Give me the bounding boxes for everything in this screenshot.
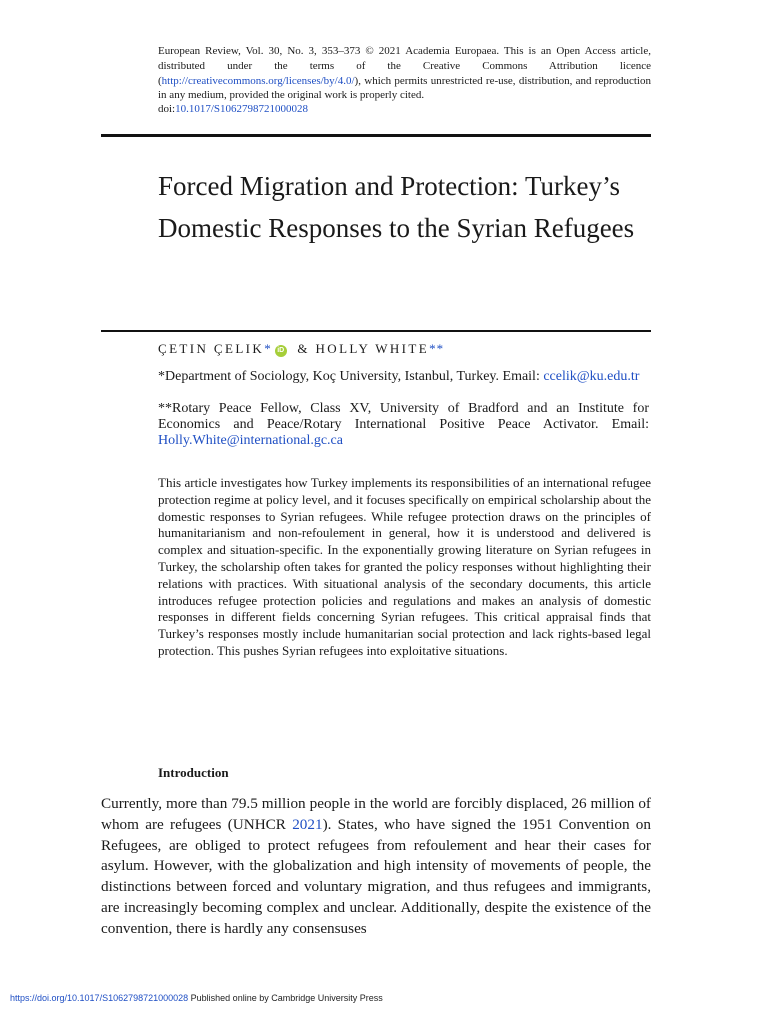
notice-prefix: European Review, Vol. 30, No. 3, 353–373 © 2021 Academia Europaea. This is an Open Access article, distributed under the terms of the Creative Commons Attribution licence ( (158, 45, 651, 87)
affiliation-1 (158, 369, 649, 385)
notice-suffix: ), which permits unrestricted re-use, distribution, and reproduction in any medium, provided the original work is properly cited. (158, 74, 651, 102)
license-link[interactable]: http://creativecommons.org/licenses/by/4.0/ (161, 74, 355, 87)
footer-doi-link[interactable]: https://doi.org/10.1017/S1062798721000028 (10, 993, 189, 1003)
author-2-name: HOLLY WHITE (315, 341, 430, 356)
author-1-mark[interactable]: * (264, 341, 272, 356)
email-link-1[interactable]: ccelik@ku.edu.tr (543, 369, 640, 384)
author-1-name: ÇETIN ÇELIK (158, 341, 265, 356)
affiliation-2 (158, 401, 649, 450)
abstract: This article investigates how Turkey implements its responsibilities of an international refugee protection regime at policy level, and it focuses specifically on empirical scholarship about the domestic responses to Syrian refugees. While refugee protection draws on the principles of humanitarianism and non-refoulement in general, how it is understood and delivered is complex and situation-specific. In the exponentially growing literature on Syrian refugees in Turkey, the scholarship often takes for granted the policy responses without highlighting their relations with practices. With situational analysis of the secondary documents, this article introduces refugee protection policies and regulations and makes an analysis of domestic responses in different fields concerning Syrian refugees. This critical appraisal finds that Turkey’s responses mostly include humanitarian social protection and lack rights-based legal protection. This pushes Syrian refugees into exploitative situations. (158, 475, 651, 658)
open-access-notice (158, 44, 651, 103)
citation-link[interactable]: 2021 (292, 815, 323, 833)
author-line (158, 341, 444, 357)
title-rule (101, 330, 651, 332)
header-rule (101, 134, 651, 137)
affiliation-2-text: **Rotary Peace Fellow, Class XV, University of Bradford and an Institute for Economics and Peace/Rotary International Positive Peace Activator. Email: (158, 401, 649, 433)
doi-label: doi: (158, 103, 176, 115)
orcid-icon[interactable]: iD (275, 345, 287, 357)
page-footer (10, 993, 383, 1003)
intro-text-1: Currently, more than 79.5 million people in the world are forcibly displaced, 26 million of whom are refugees (UNHCR (101, 795, 651, 833)
doi-line (158, 103, 308, 115)
introduction-paragraph (101, 794, 651, 940)
affiliation-1-text: *Department of Sociology, Koç University, Istanbul, Turkey. Email: (158, 369, 544, 384)
email-link-2[interactable]: Holly.White@international.gc.ca (158, 433, 343, 449)
section-heading-introduction: Introduction (158, 765, 229, 780)
author-2-mark[interactable]: ** (429, 341, 445, 356)
doi-link[interactable]: 10.1017/S1062798721000028 (175, 103, 309, 115)
footer-published-note: Published online by Cambridge University Press (188, 993, 383, 1003)
author-conjunction: & (291, 341, 316, 356)
article-title: Forced Migration and Protection: Turkey’s Domestic Responses to the Syrian Refugees (158, 171, 635, 243)
intro-text-2: ). States, who have signed the 1951 Convention on Refugees, are obliged to protect refugees from refoulement and hear their cases for asylum. However, with the globalization and high intensity of movements of people, the distinctions between forced and voluntary migration, and thus refugees and immigrants, are increasingly becoming complex and unclear. Additionally, despite the existence of the convention, there is hardly any consensuses (101, 815, 651, 937)
